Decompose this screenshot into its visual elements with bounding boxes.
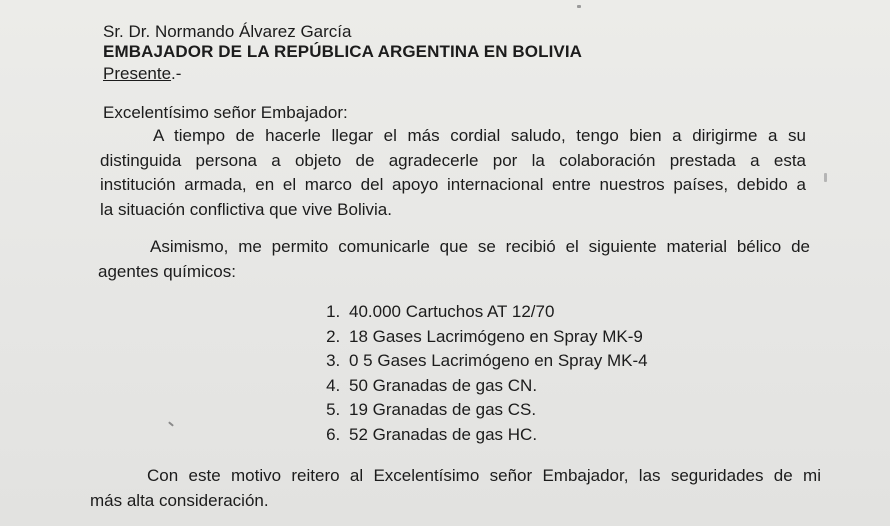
paragraph-gratitude — [100, 124, 806, 222]
salutation: Excelentísimo señor Embajador: — [103, 103, 348, 122]
paragraph-closing — [90, 464, 821, 513]
material-list — [297, 300, 648, 447]
paper-speck — [577, 5, 581, 8]
list-item: 1. 40.000 Cartuchos AT 12/70 — [345, 300, 648, 325]
list-item: 3. 0 5 Gases Lacrimógeno en Spray MK-4 — [345, 349, 648, 374]
paragraph-line: la situación conflictiva que vive Bolivia. — [100, 199, 392, 219]
paragraph-line: institución armada, en el marco del apoyo internacional entre nuestros países, debido a — [100, 175, 806, 194]
paper-speck — [168, 421, 174, 426]
list-item: 5. 19 Granadas de gas CS. — [345, 398, 648, 423]
presente-text: Presente — [103, 64, 172, 83]
paragraph-line: A tiempo de hacerle llegar el más cordial saludo, tengo bien a dirigirme a su — [153, 126, 806, 145]
paragraph-line: agentes químicos: — [98, 261, 236, 281]
list-item: 6. 52 Granadas de gas HC. — [345, 423, 648, 448]
list-item: 2. 18 Gases Lacrimógeno en Spray MK-9 — [345, 325, 648, 350]
recipient-name: Sr. Dr. Normando Álvarez García — [103, 22, 352, 41]
paragraph-line: Asimismo, me permito comunicarle que se recibió el siguiente material bélico de — [150, 237, 810, 256]
recipient-title: EMBAJADOR DE LA REPÚBLICA ARGENTINA EN BOLIVIA — [103, 42, 583, 61]
paragraph-line: Con este motivo reitero al Excelentísimo señor Embajador, las seguridades de mi — [147, 466, 821, 485]
presente-line — [103, 64, 181, 84]
paragraph-line: más alta consideración. — [90, 490, 269, 510]
presente-suffix: .- — [171, 64, 182, 83]
paragraph-line: distinguida persona a objeto de agradecerle por la colaboración prestada a esta — [100, 150, 806, 170]
paper-speck — [824, 173, 827, 182]
paragraph-material — [98, 235, 810, 284]
list-item: 4. 50 Granadas de gas CN. — [345, 374, 648, 399]
